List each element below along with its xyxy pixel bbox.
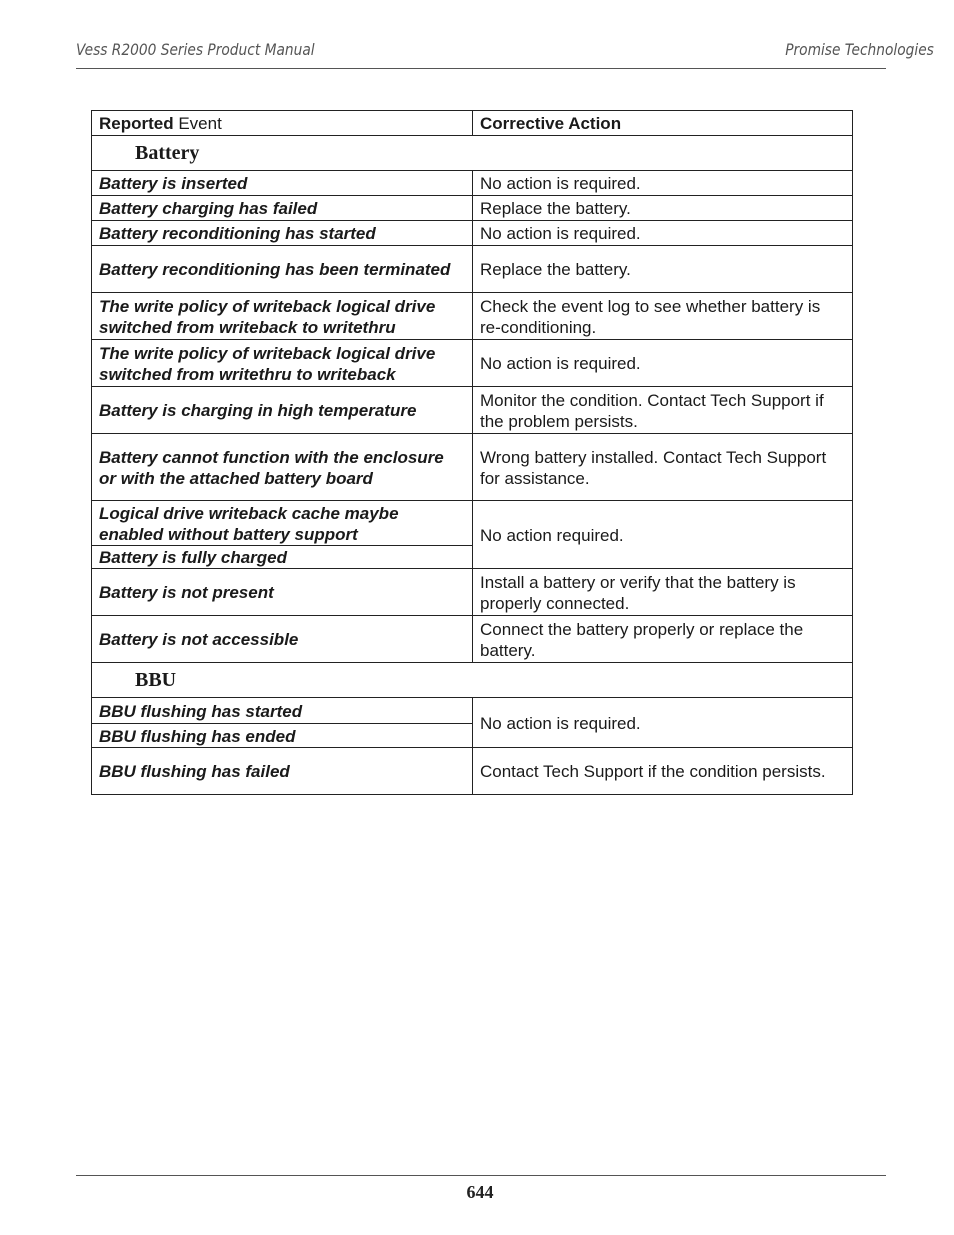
table-header-row xyxy=(92,111,853,136)
table-row xyxy=(92,196,853,221)
table-row xyxy=(92,246,853,293)
header-reported-event xyxy=(92,111,473,136)
action-cell: No action is required. xyxy=(473,340,853,387)
header-divider xyxy=(76,68,886,69)
event-cell: Battery is inserted xyxy=(92,171,473,196)
header-event-label: Event xyxy=(173,114,222,133)
action-cell: No action required. xyxy=(473,501,853,569)
event-cell: Battery reconditioning has started xyxy=(92,221,473,246)
event-cell: Logical drive writeback cache maybe enabled without battery support xyxy=(92,501,473,546)
table-row xyxy=(92,434,853,501)
table-row xyxy=(92,387,853,434)
action-cell: Install a battery or verify that the battery is properly connected. xyxy=(473,569,853,616)
header-reported-label: Reported xyxy=(99,114,174,133)
event-cell: The write policy of writeback logical drive switched from writethru to writeback xyxy=(92,340,473,387)
event-cell: Battery charging has failed xyxy=(92,196,473,221)
table-row xyxy=(92,748,853,795)
event-cell: BBU flushing has started xyxy=(92,698,473,724)
header-manual-title: Vess R2000 Series Product Manual xyxy=(76,40,315,59)
event-cell: Battery cannot function with the enclosure or with the attached battery board xyxy=(92,434,473,501)
section-row-battery xyxy=(92,136,853,171)
header-company-name: Promise Technologies xyxy=(785,40,934,59)
event-cell: Battery is not present xyxy=(92,569,473,616)
event-cell: BBU flushing has ended xyxy=(92,724,473,748)
section-title: Battery xyxy=(92,136,853,171)
event-cell: The write policy of writeback logical drive switched from writeback to writethru xyxy=(92,293,473,340)
action-cell: No action is required. xyxy=(473,698,853,748)
event-cell: BBU flushing has failed xyxy=(92,748,473,795)
table-row xyxy=(92,171,853,196)
event-cell: Battery is fully charged xyxy=(92,546,473,569)
event-cell: Battery is not accessible xyxy=(92,616,473,663)
table-row xyxy=(92,221,853,246)
section-title: BBU xyxy=(92,663,853,698)
table-row xyxy=(92,501,853,546)
action-cell: Wrong battery installed. Contact Tech Support for assistance. xyxy=(473,434,853,501)
action-cell: Contact Tech Support if the condition persists. xyxy=(473,748,853,795)
table-row xyxy=(92,569,853,616)
event-cell: Battery reconditioning has been terminated xyxy=(92,246,473,293)
action-cell: Replace the battery. xyxy=(473,196,853,221)
action-cell: No action is required. xyxy=(473,171,853,196)
table-row xyxy=(92,698,853,724)
event-table xyxy=(91,110,853,795)
action-cell: Monitor the condition. Contact Tech Support if the problem persists. xyxy=(473,387,853,434)
table-row xyxy=(92,340,853,387)
section-row-bbu xyxy=(92,663,853,698)
action-cell: Replace the battery. xyxy=(473,246,853,293)
table-row xyxy=(92,293,853,340)
header-corrective-action: Corrective Action xyxy=(473,111,853,136)
event-cell: Battery is charging in high temperature xyxy=(92,387,473,434)
action-cell: Check the event log to see whether battery is re-conditioning. xyxy=(473,293,853,340)
page-number: 644 xyxy=(466,1182,494,1202)
footer-divider xyxy=(76,1175,886,1176)
action-cell: No action is required. xyxy=(473,221,853,246)
table-row xyxy=(92,616,853,663)
action-cell: Connect the battery properly or replace the battery. xyxy=(473,616,853,663)
